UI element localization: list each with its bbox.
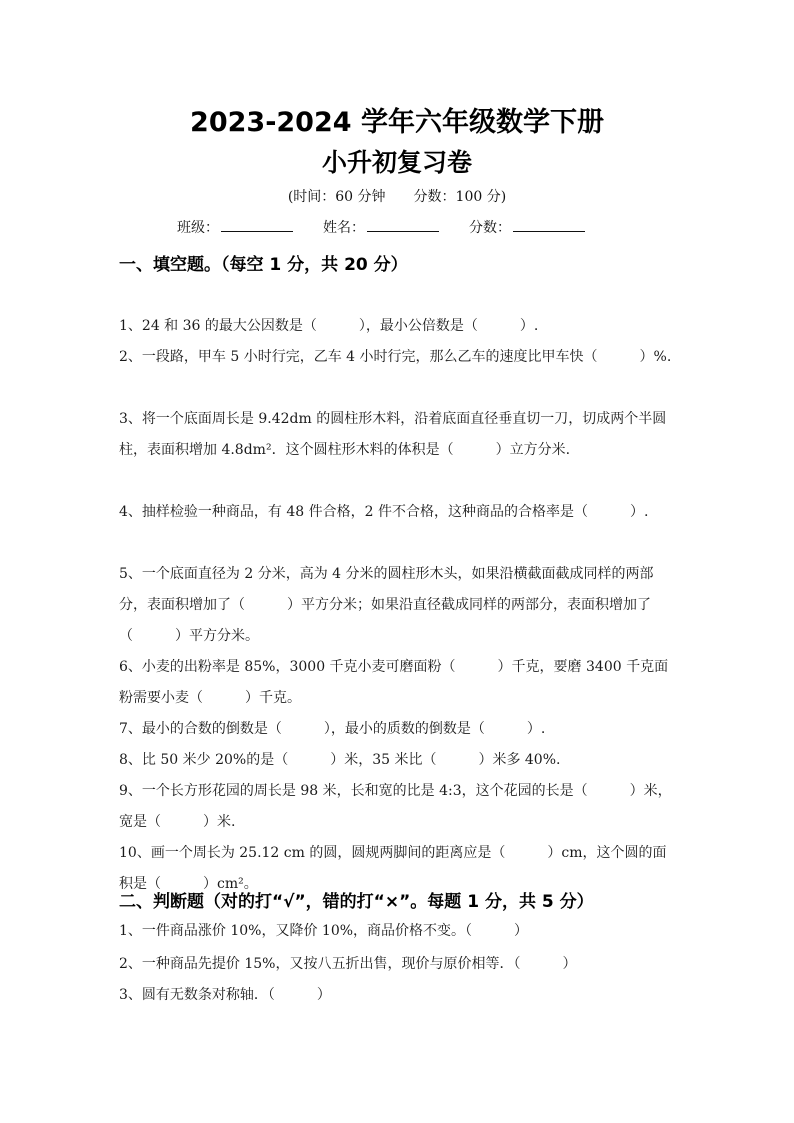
- section-1-heading: 一、填空题。（每空 1 分，共 20 分）: [119, 255, 408, 275]
- name-label: 姓名：: [323, 220, 365, 236]
- class-blank[interactable]: [221, 217, 293, 232]
- question-1-5: 5、一个底面直径为 2 分米，高为 4 分米的圆柱形木头，如果沿横截面截成同样的两部分，表面积增加了（ ）平方分米；如果沿直径截成同样的两部分，表面积增加了（ ）平方分米。: [119, 566, 654, 644]
- exam-subtitle-title: 小升初复习卷: [321, 148, 472, 177]
- name-field[interactable]: [323, 217, 439, 237]
- section-2-heading: 二、判断题（对的打“√”，错的打“×”。每题 1 分，共 5 分）: [119, 892, 594, 912]
- student-info-row: [177, 217, 615, 237]
- question-2-2: 2、一种商品先提价 15%，又按八五折出售，现价与原价相等．（ ）: [119, 956, 577, 972]
- question-1-9: 9、一个长方形花园的周长是 98 米，长和宽的比是 4:3，这个花园的长是（ ）米，宽是（ ）米.: [119, 783, 672, 830]
- question-1-6: 6、小麦的出粉率是 85%，3000 千克小麦可磨面粉（ ）千克，要磨 3400 千克面粉需要小麦（ ）千克。: [119, 659, 669, 706]
- class-label: 班级：: [177, 220, 219, 236]
- question-1-7: 7、最小的合数的倒数是（ ），最小的质数的倒数是（ ）.: [119, 721, 546, 737]
- name-blank[interactable]: [367, 217, 439, 232]
- question-2-1: 1、一件商品涨价 10%，又降价 10%，商品价格不变。（ ）: [119, 923, 529, 939]
- score-label: 分数：: [469, 220, 511, 236]
- question-1-3: 3、将一个底面周长是 9.42dm 的圆柱形木料，沿着底面直径垂直切一刀，切成两个半圆柱，表面积增加 4.8dm²．这个圆柱形木料的体积是（ ）立方分米.: [119, 411, 667, 458]
- score-blank[interactable]: [513, 217, 585, 232]
- question-1-8: 8、比 50 米少 20%的是（ ）米，35 米比（ ）米多 40%.: [119, 752, 561, 768]
- score-field[interactable]: [469, 217, 585, 237]
- class-field[interactable]: [177, 217, 293, 237]
- question-1-2: 2、一段路，甲车 5 小时行完，乙车 4 小时行完，那么乙车的速度比甲车快（ ）%.: [119, 349, 672, 365]
- question-1-4: 4、抽样检验一种商品，有 48 件合格，2 件不合格，这种商品的合格率是（ ）.: [119, 504, 649, 520]
- question-1-1: 1、24 和 36 的最大公因数是（ ），最小公倍数是（ ）.: [119, 318, 539, 334]
- time-score-note: (时间：60 分钟 分数：100 分): [287, 189, 507, 205]
- exam-title: 2023-2024 学年六年级数学下册: [190, 107, 604, 138]
- question-1-10: 10、画一个周长为 25.12 cm 的圆，圆规两脚间的距离应是（ ）cm，这个圆的面积是（ ）cm²。: [119, 845, 667, 892]
- question-2-3: 3、圆有无数条对称轴．（ ）: [119, 987, 331, 1003]
